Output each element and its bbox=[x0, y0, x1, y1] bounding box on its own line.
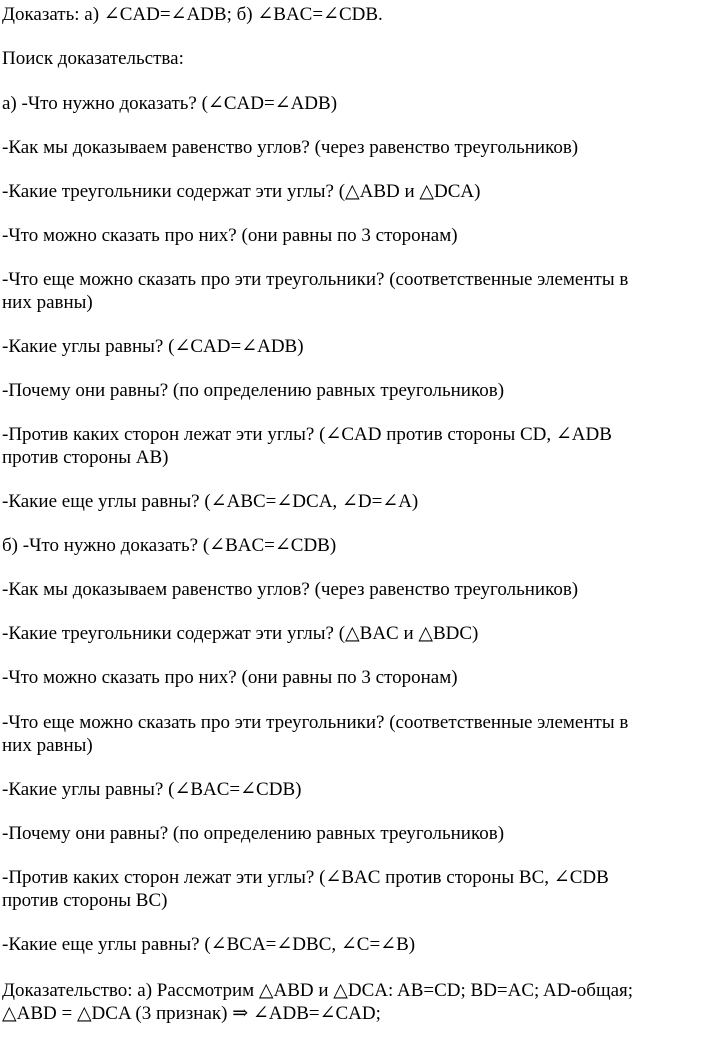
text-line: а) -Что нужно доказать? (∠CAD=∠ADB) bbox=[2, 93, 338, 114]
text-line: -Что еще можно сказать про эти треугольники? (соответственные элементы в bbox=[2, 269, 629, 290]
task-statement: Доказать: а) ∠CAD=∠ADB; б) ∠BAC=∠CDB. bbox=[2, 4, 383, 25]
text-line: -Какие углы равны? (∠BAC=∠CDB) bbox=[2, 779, 302, 800]
proof-line: Доказательство: а) Рассмотрим △ABD и △DCA: AB=CD; BD=AC; AD-общая; bbox=[2, 980, 634, 1001]
text-line: -Против каких сторон лежат эти углы? (∠CAD против стороны CD, ∠ADB bbox=[2, 424, 612, 445]
text-line: -Как мы доказываем равенство углов? (через равенство треугольников) bbox=[2, 579, 579, 600]
text-line: -Какие еще углы равны? (∠BCA=∠DBC, ∠C=∠B) bbox=[2, 934, 416, 955]
text-line: б) -Что нужно доказать? (∠BAC=∠CDB) bbox=[2, 535, 337, 556]
text-line: -Какие треугольники содержат эти углы? (△ABD и △DCA) bbox=[2, 181, 481, 202]
text-line: -Какие еще углы равны? (∠ABC=∠DCA, ∠D=∠A) bbox=[2, 491, 419, 512]
text-line: -Почему они равны? (по определению равных треугольников) bbox=[2, 823, 505, 844]
text-line: против стороны AB) bbox=[2, 447, 169, 468]
text-line: -Что еще можно сказать про эти треугольники? (соответственные элементы в bbox=[2, 712, 629, 733]
section-heading-search: Поиск доказательства: bbox=[2, 48, 184, 69]
text-line: -Как мы доказываем равенство углов? (через равенство треугольников) bbox=[2, 137, 579, 158]
proof-line: △ABD = △DCA (3 признак) ⇒ ∠ADB=∠CAD; bbox=[2, 1003, 381, 1024]
text-line: -Против каких сторон лежат эти углы? (∠BAC против стороны BC, ∠CDB bbox=[2, 867, 609, 888]
text-line: них равны) bbox=[2, 292, 93, 313]
text-line: -Что можно сказать про них? (они равны по 3 сторонам) bbox=[2, 667, 458, 688]
text-line: -Почему они равны? (по определению равных треугольников) bbox=[2, 380, 505, 401]
text-line: против стороны BC) bbox=[2, 890, 168, 911]
text-line: -Какие углы равны? (∠CAD=∠ADB) bbox=[2, 336, 304, 357]
text-line: них равны) bbox=[2, 735, 93, 756]
text-line: -Какие треугольники содержат эти углы? (△BAC и △BDC) bbox=[2, 623, 479, 644]
text-line: -Что можно сказать про них? (они равны по 3 сторонам) bbox=[2, 225, 458, 246]
